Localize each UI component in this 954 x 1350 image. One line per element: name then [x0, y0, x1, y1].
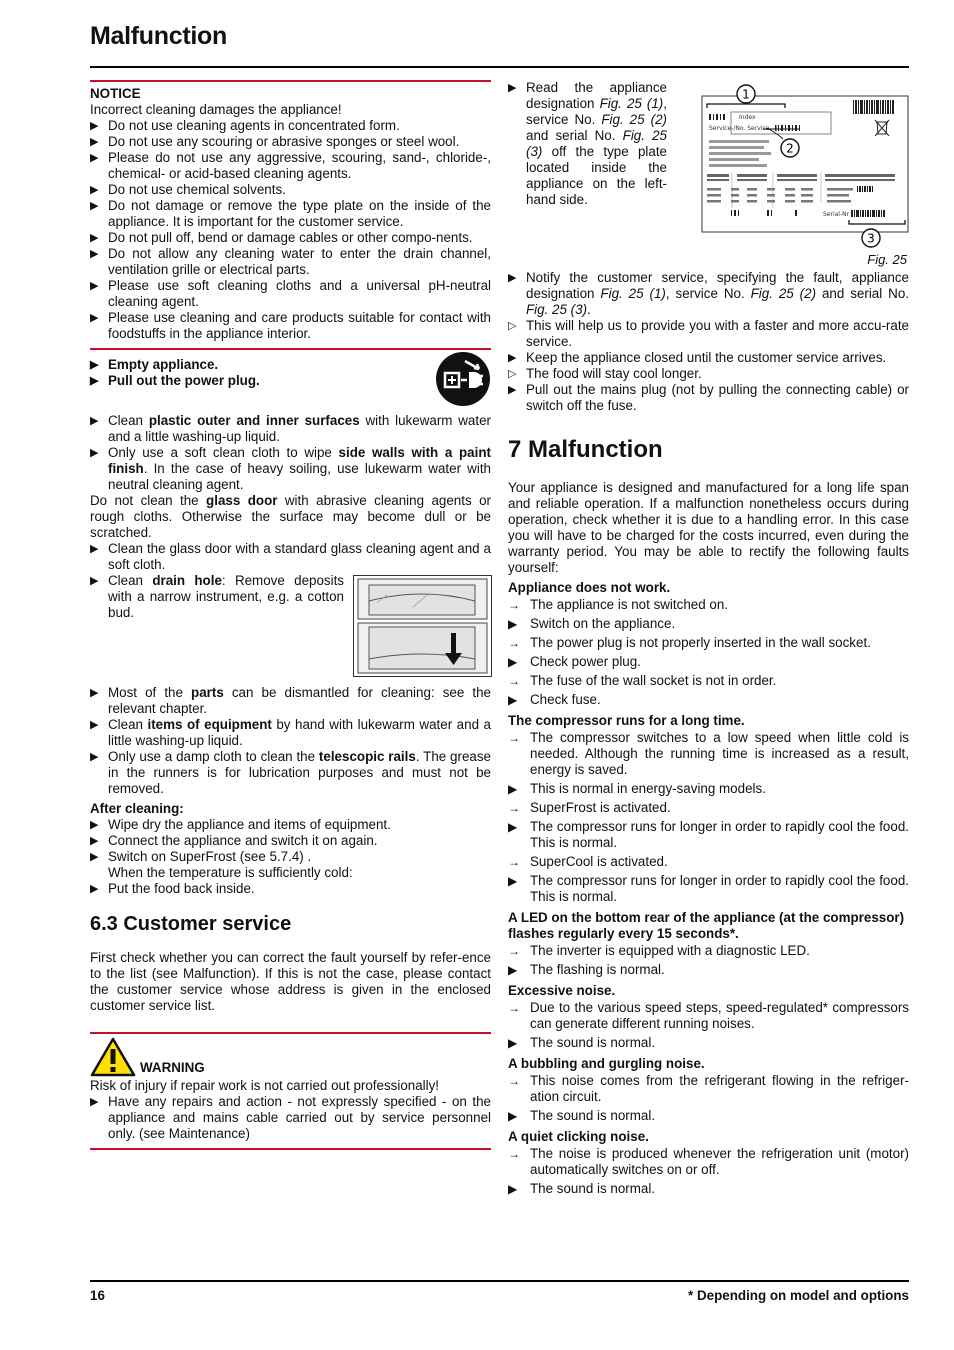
left-column — [90, 80, 491, 1150]
bullet-icon: ▶ — [90, 575, 99, 587]
fault-cause: → The fuse of the wall socket is not in order. — [508, 673, 777, 688]
fault-title: A LED on the bottom rear of the appliance (at the compressor) flashes regularly every 15 seconds*. — [508, 910, 905, 941]
page-title: Malfunction — [90, 22, 227, 50]
malfunction-groups — [508, 580, 909, 1197]
footer-rule — [90, 1280, 909, 1282]
plate-serial: Serial-Nr — [823, 211, 850, 218]
bullet-icon: ▶ — [90, 1096, 99, 1108]
list-item: ▶ Wipe dry the appliance and items of equipment. — [90, 817, 391, 832]
bullet-icon: ▶ — [90, 184, 99, 196]
arrow-right-icon: → — [508, 1147, 520, 1161]
list-item: ▶ Connect the appliance and switch it on again. — [90, 833, 378, 848]
callout-3: 3 — [867, 231, 875, 246]
bullet-icon: ▶ — [508, 384, 517, 396]
list-item: ▶ Read the appliance designation Fig. 25 (1), service No. Fig. 25 (2) and serial No. Fig. 25 (3) off the type plate located inside the appliance on the left-hand side. — [508, 80, 668, 207]
bullet-icon: ▶ — [508, 82, 517, 94]
fault-action: ▶ The flashing is normal. — [508, 962, 665, 977]
fault-cause: → The noise is produced whenever the refrigeration unit (motor) automatically switches on or off. — [508, 1146, 909, 1177]
malfunction-intro: Your appliance is designed and manufactured for a long life span and reliable operation. If a malfunction nonetheless occurs during operation, check whether it is due to a handling error. In this case you will have to be charged for the costs incurred, even during the warranty period. You may be able to rectify the following faults yourself: — [508, 480, 909, 575]
plate-index: Index — [739, 114, 756, 121]
notice-title: NOTICE — [90, 86, 141, 101]
fault-group — [508, 1056, 909, 1124]
fault-cause: → Due to the various speed steps, speed-regulated* compressors can generate different running noises. — [508, 1000, 909, 1031]
customer-service-heading: 6.3 Customer service — [90, 913, 292, 935]
header-rule — [90, 66, 909, 68]
list-item: ▶ Only use a soft clean cloth to wipe side walls with a paint finish. In the case of heavy soiling, use lukewarm water with neutral cleaning agent. — [90, 445, 491, 492]
list-item: ▷ The food will stay cool longer. — [508, 366, 702, 381]
bullet-icon: ▶ — [508, 272, 517, 284]
type-plate-figure — [701, 82, 911, 252]
bullet-icon: ▶ — [508, 782, 518, 796]
bullet-icon: ▶ — [90, 719, 99, 731]
fault-cause: → SuperFrost is activated. — [508, 800, 671, 815]
warning-intro: Risk of injury if repair work is not carried out professionally! — [90, 1078, 440, 1093]
arrow-right-icon: → — [508, 855, 520, 869]
fault-title: A quiet clicking noise. — [508, 1129, 649, 1144]
arrow-right-icon: → — [508, 1074, 520, 1088]
bullet-icon: ▶ — [90, 415, 99, 427]
fault-action: ▶ Switch on the appliance. — [508, 616, 676, 631]
arrow-right-icon: → — [508, 944, 520, 958]
bullet-icon: ▶ — [508, 655, 518, 669]
fault-title: The compressor runs for a long time. — [508, 713, 745, 728]
bullet-icon: ▶ — [90, 200, 99, 212]
after-cleaning — [90, 801, 491, 897]
fault-action: ▶ Check fuse. — [508, 692, 601, 707]
bullet-icon: ▶ — [90, 835, 99, 847]
fault-cause: → The appliance is not switched on. — [508, 597, 729, 612]
list-item: ▶ Do not damage or remove the type plate on the inside of the appliance. It is important for the customer service. — [90, 198, 491, 229]
fault-cause: → The compressor switches to a low speed when little cold is needed. Although the running time is increased as a result, energy is saved. — [508, 730, 909, 777]
bullet-icon: ▶ — [90, 687, 99, 699]
list-item: ▶ Do not use cleaning agents in concentrated form. — [90, 118, 400, 133]
service-steps — [508, 270, 909, 414]
bullet-icon: ▶ — [508, 617, 518, 631]
notice-list — [90, 118, 491, 342]
notice-box — [90, 80, 491, 350]
fault-group — [508, 1129, 909, 1197]
list-item: ▶ Most of the parts can be dismantled for cleaning: see the relevant chapter. — [90, 685, 491, 716]
arrow-right-icon: → — [508, 674, 520, 688]
bullet-icon: ▶ — [508, 1182, 518, 1196]
list-item: ▶ Do not pull off, bend or damage cables or other compo-nents. — [90, 230, 473, 245]
list-item: ▶ Switch on SuperFrost (see 5.7.4) . — [90, 849, 312, 864]
fault-group — [508, 910, 909, 978]
bullet-icon: ▶ — [508, 874, 518, 888]
bullet-icon: ▶ — [90, 280, 99, 292]
fault-action: ▶ The compressor runs for longer in order to rapidly cool the food. This is normal. — [508, 819, 909, 850]
fault-action: ▶ The sound is normal. — [508, 1181, 656, 1196]
list-item: ▶ Only use a damp cloth to clean the telescopic rails. The grease in the runners is for lubrication purposes and must not be removed. — [90, 749, 491, 796]
fault-group — [508, 580, 909, 708]
fault-action: ▶ Check power plug. — [508, 654, 641, 669]
typeplate-block — [508, 80, 909, 266]
page-number: 16 — [90, 1288, 105, 1303]
arrow-right-icon: → — [508, 636, 520, 650]
arrow-right-icon: → — [508, 731, 520, 745]
bullet-icon: ▶ — [508, 352, 517, 364]
footer-note: * Depending on model and options — [688, 1288, 909, 1303]
bullet-icon: ▶ — [90, 248, 99, 260]
list-item: ▶ Have any repairs and action - not expressly specified - on the appliance and mains cable carried out by service personnel only. (see Maintenance) — [90, 1094, 491, 1141]
fault-cause: → This noise comes from the refrigerant flowing in the refriger-ation circuit. — [508, 1073, 909, 1104]
plate-service: Service-/No. Service — [709, 125, 770, 132]
list-item: ▶ Do not allow any cleaning water to enter the drain channel, ventilation grille or electrical parts. — [90, 246, 491, 277]
right-column — [508, 80, 909, 1200]
bullet-icon: ▶ — [90, 819, 99, 831]
bullet-icon: ▶ — [90, 375, 99, 387]
warning-icon — [90, 1037, 136, 1077]
list-item: ▶ Clean the glass door with a standard glass cleaning agent and a soft cloth. — [90, 541, 491, 572]
bullet-icon: ▶ — [90, 851, 99, 863]
drain-hole-illustration — [353, 575, 492, 677]
list-item: ▶ Clean items of equipment by hand with lukewarm water and a little washing-up liquid. — [90, 717, 491, 748]
fault-group — [508, 713, 909, 905]
warning-title: WARNING — [140, 1060, 205, 1075]
bullet-icon: ▶ — [90, 136, 99, 148]
bullet-icon: ▶ — [90, 152, 99, 164]
list-item: ▶ Please use soft cleaning cloths and a universal pH-neutral cleaning agent. — [90, 278, 491, 309]
arrow-right-icon: → — [508, 598, 520, 612]
list-item: ▶ Pull out the mains plug (not by pulling the connecting cable) or switch off the fuse. — [508, 382, 909, 413]
bullet-icon: ▶ — [90, 883, 99, 895]
list-item: ▶ Clean drain hole: Remove deposits with a narrow instrument, e.g. a cotton bud. — [90, 573, 344, 620]
list-item: ▶ Clean plastic outer and inner surfaces with lukewarm water and a little washing-up liquid. — [90, 413, 492, 444]
malfunction-heading: 7 Malfunction — [508, 436, 663, 463]
fault-title: Excessive noise. — [508, 983, 616, 998]
after-title: After cleaning: — [90, 801, 184, 816]
list-item: ▶ Put the food back inside. — [90, 881, 255, 896]
arrow-right-icon: → — [508, 1001, 520, 1015]
bullet-icon: ▶ — [90, 312, 99, 324]
drain-block — [90, 573, 491, 685]
fault-action: ▶ The compressor runs for longer in order to rapidly cool the food. This is normal. — [508, 873, 909, 904]
list-item: ▶ Please do not use any aggressive, scouring, sand-, chloride-, chemical- or acid-based cleaning agents. — [90, 150, 491, 181]
bullet-icon: ▶ — [90, 751, 99, 763]
fault-title: Appliance does not work. — [508, 580, 671, 595]
result-icon: ▷ — [508, 320, 517, 332]
fault-title: A bubbling and gurgling noise. — [508, 1056, 705, 1071]
bullet-icon: ▶ — [508, 1036, 518, 1050]
fault-cause: → The inverter is equipped with a diagnostic LED. — [508, 943, 810, 958]
list-item: ▷ This will help us to provide you with a faster and more accu-rate service. — [508, 318, 909, 349]
bullet-icon: ▶ — [508, 1109, 518, 1123]
bullet-icon: ▶ — [508, 693, 518, 707]
bullet-icon: ▶ — [90, 232, 99, 244]
after-when: When the temperature is sufficiently cold: — [108, 865, 353, 880]
unplug-icon — [435, 351, 491, 407]
figure-caption: Fig. 25 — [867, 252, 907, 267]
prep-block — [90, 357, 491, 413]
fault-group — [508, 983, 909, 1051]
bullet-icon: ▶ — [90, 543, 99, 555]
notice-intro: Incorrect cleaning damages the appliance! — [90, 102, 342, 117]
list-item: ▶ Pull out the power plug. — [90, 373, 260, 388]
list-item: ▶ Empty appliance. — [90, 357, 219, 372]
list-item: ▶ Do not use any scouring or abrasive sponges or steel wool. — [90, 134, 460, 149]
warning-box — [90, 1032, 491, 1150]
bullet-icon: ▶ — [90, 120, 99, 132]
fault-action: ▶ The sound is normal. — [508, 1108, 656, 1123]
bullet-icon: ▶ — [508, 963, 518, 977]
list-item: ▶ Notify the customer service, specifying the fault, appliance designation Fig. 25 (1), service No. Fig. 25 (2) and serial No. Fig. 25 (3). — [508, 270, 909, 317]
callout-1: 1 — [742, 87, 750, 102]
glass-note: Do not clean the glass door with abrasive cleaning agents or rough cloths. Otherwise the surface may become dull or be scratched. — [90, 493, 491, 540]
arrow-right-icon: → — [508, 801, 520, 815]
list-item: ▶ Please use cleaning and care products suitable for contact with foodstuffs in the appliance interior. — [90, 310, 491, 341]
fault-cause: → The power plug is not properly inserted in the wall socket. — [508, 635, 871, 650]
customer-service-text: First check whether you can correct the fault yourself by refer-ence to the list (see Malfunction). If this is not the case, please contact the customer service whose address is given in the enclosed customer service list. — [90, 950, 491, 1013]
bullet-icon: ▶ — [90, 359, 99, 371]
callout-2: 2 — [786, 141, 794, 156]
fault-action: ▶ This is normal in energy-saving models. — [508, 781, 766, 796]
bullet-icon: ▶ — [90, 447, 99, 459]
bullet-icon: ▶ — [508, 820, 518, 834]
cleaning-block — [90, 413, 491, 797]
list-item: ▶ Do not use chemical solvents. — [90, 182, 286, 197]
fault-cause: → SuperCool is activated. — [508, 854, 668, 869]
result-icon: ▷ — [508, 368, 517, 380]
list-item: ▶ Keep the appliance closed until the customer service arrives. — [508, 350, 887, 365]
fault-action: ▶ The sound is normal. — [508, 1035, 656, 1050]
